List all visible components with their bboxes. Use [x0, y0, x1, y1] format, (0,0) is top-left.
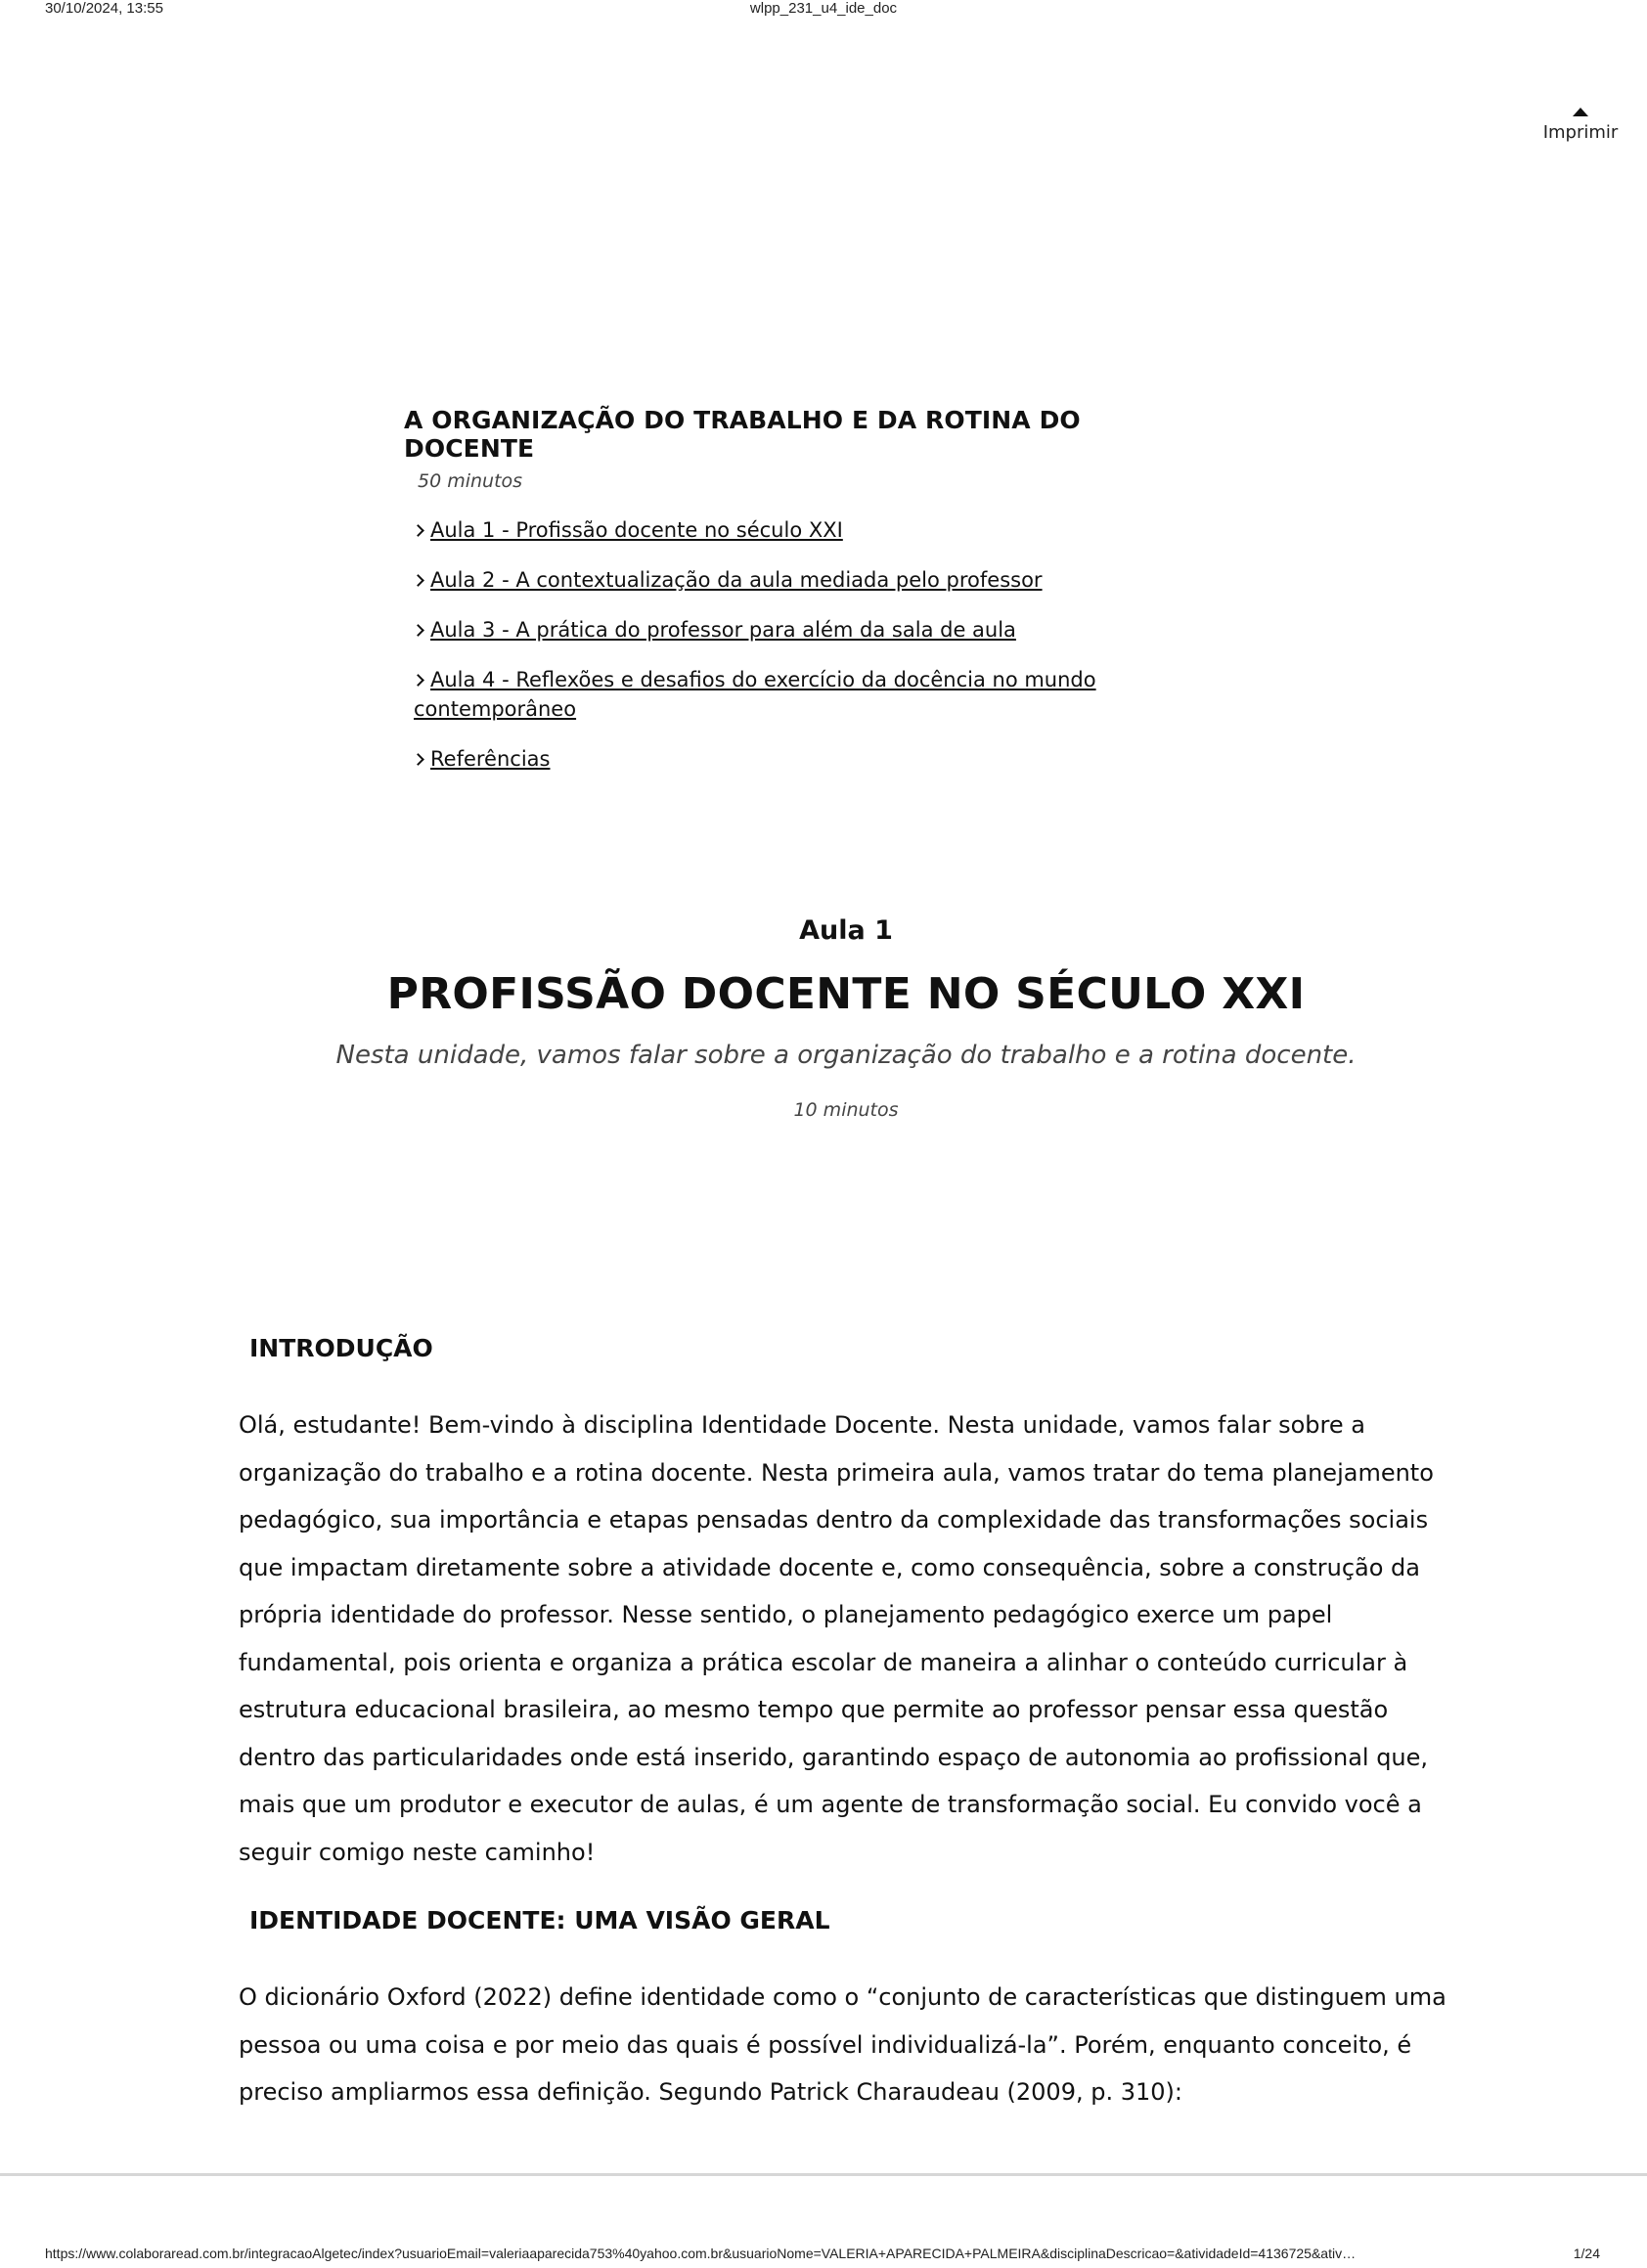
toc-item — [414, 565, 1147, 595]
lesson-subtitle: Nesta unidade, vamos falar sobre a organização do trabalho e a rotina docente. — [335, 1041, 1357, 1070]
unit-duration: 50 minutos — [418, 470, 523, 492]
page-number: 1/24 — [1573, 2246, 1600, 2261]
print-url: https://www.colaboraread.com.br/integracaoAlgetec/index?usuarioEmail=valeriaaparecida753%40yahoo.com.br&usuarioNome=VALERIA+APARECIDA+PALMEIRA&disciplinaDescricao=&atividadeId=4136725&ativ… — [45, 2246, 1357, 2261]
toc-item — [414, 515, 1147, 545]
section-heading-introducao: INTRODUÇÃO — [249, 1334, 433, 1362]
toc-list — [414, 515, 1147, 774]
chevron-right-icon — [412, 524, 424, 537]
chevron-right-icon — [412, 753, 424, 766]
print-button-label: Imprimir — [1542, 122, 1619, 143]
chevron-right-icon — [412, 574, 424, 587]
toc-item — [414, 615, 1147, 645]
section-heading-identidade: IDENTIDADE DOCENTE: UMA VISÃO GERAL — [249, 1906, 830, 1934]
footer-divider — [0, 2173, 1647, 2176]
table-of-contents — [404, 406, 1147, 794]
section-paragraph-introducao: Olá, estudante! Bem-vindo à disciplina Identidade Docente. Nesta unidade, vamos falar sobre a organização do trabalho e a rotina docente. Nesta primeira aula, vamos tratar do tema planejamento pedagógico, sua importância e etapas pensadas dentro da complexidade das transformações sociais que impactam diretamente sobre a atividade docente e, como consequência, sobre a construção da própria identidade do professor. Nesse sentido, o planejamento pedagógico exerce um papel fundamental, pois orienta e organiza a prática escolar de maneira a alinhar o conteúdo curricular à estrutura educacional brasileira, ao mesmo tempo que permite ao professor pensar essa questão dentro das particularidades onde está inserido, garantindo espaço de autonomia ao profissional que, mais que um produtor e executor de aulas, é um agente de transformação social. Eu convido você a seguir comigo neste caminho! — [239, 1411, 1434, 1866]
lesson-header — [0, 915, 1647, 1121]
section-paragraph-identidade: O dicionário Oxford (2022) define identidade como o “conjunto de características que distinguem uma pessoa ou uma coisa e por meio das quais é possível individualizá-la”. Porém, enquanto conceito, é preciso ampliarmos essa definição. Segundo Patrick Charaudeau (2009, p. 310): — [239, 1983, 1447, 2106]
print-date: 30/10/2024, 13:55 — [45, 0, 163, 17]
toc-link-referencias[interactable]: Referências — [430, 747, 551, 771]
chevron-right-icon — [412, 674, 424, 687]
toc-link-aula-1[interactable]: Aula 1 - Profissão docente no século XXI — [430, 518, 843, 542]
unit-title: A ORGANIZAÇÃO DO TRABALHO E DA ROTINA DO DOCENTE — [404, 406, 1081, 463]
toc-item — [414, 744, 1147, 774]
lesson-label: Aula 1 — [799, 915, 893, 946]
toc-item — [414, 665, 1147, 724]
print-document-title: wlpp_231_u4_ide_doc — [749, 0, 898, 17]
lesson-duration: 10 minutos — [793, 1099, 899, 1121]
toc-link-aula-3[interactable]: Aula 3 - A prática do professor para além da sala de aula — [430, 618, 1016, 642]
chevron-right-icon — [412, 624, 424, 637]
print-button[interactable] — [1522, 108, 1639, 143]
toc-link-aula-4[interactable]: Aula 4 - Reflexões e desafios do exercício da docência no mundo contemporâneo — [414, 668, 1096, 721]
lesson-title: PROFISSÃO DOCENTE NO SÉCULO XXI — [386, 969, 1306, 1019]
caret-up-icon — [1573, 108, 1588, 116]
toc-link-aula-2[interactable]: Aula 2 - A contextualização da aula mediada pelo professor — [430, 568, 1043, 592]
